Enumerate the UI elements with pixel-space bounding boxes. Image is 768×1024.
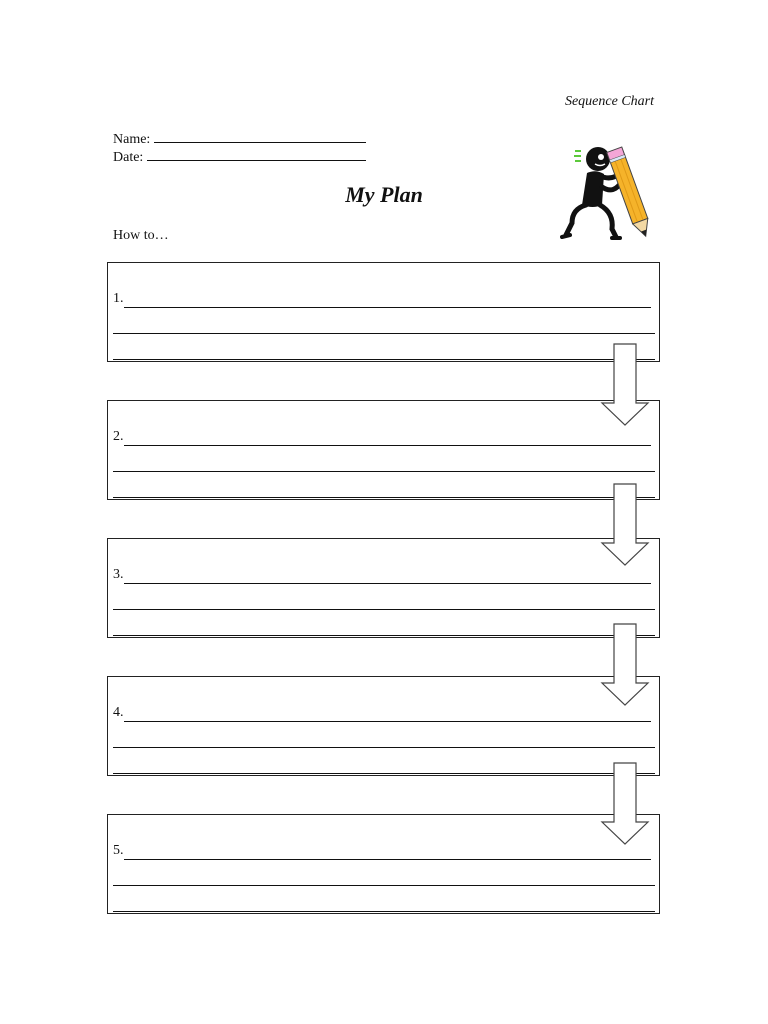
writing-line[interactable] — [113, 773, 655, 774]
motion-marks-icon — [574, 151, 581, 161]
step-number: 2. — [113, 429, 124, 444]
writing-line[interactable] — [113, 911, 655, 912]
step-box-2 — [107, 400, 660, 500]
step-number: 5. — [113, 843, 124, 858]
name-input-line[interactable] — [154, 130, 366, 143]
writing-line[interactable] — [113, 359, 655, 360]
step-box-4 — [107, 676, 660, 776]
page-title: My Plan — [345, 182, 423, 207]
down-arrow-icon — [600, 483, 650, 567]
step-number: 3. — [113, 567, 124, 582]
down-arrow-icon — [600, 762, 650, 846]
writing-line[interactable] — [113, 609, 655, 610]
writing-line[interactable] — [124, 721, 651, 722]
writing-line[interactable] — [124, 859, 651, 860]
writing-line[interactable] — [113, 497, 655, 498]
date-field — [113, 148, 366, 166]
writing-line[interactable] — [113, 747, 655, 748]
writing-line[interactable] — [113, 471, 655, 472]
writing-line[interactable] — [124, 307, 651, 308]
stick-figure-with-pencil-icon — [560, 143, 660, 243]
writing-line[interactable] — [113, 333, 655, 334]
writing-line[interactable] — [124, 445, 651, 446]
date-input-line[interactable] — [147, 148, 366, 161]
name-field — [113, 130, 366, 148]
step-box-5 — [107, 814, 660, 914]
name-label: Name: — [113, 132, 151, 147]
chart-subtitle: Sequence Chart — [564, 94, 654, 109]
down-arrow-icon — [600, 343, 650, 427]
step-number: 1. — [113, 291, 124, 306]
writing-line[interactable] — [124, 583, 651, 584]
step-number: 4. — [113, 705, 124, 720]
writing-line[interactable] — [113, 635, 655, 636]
howto-label: How to… — [113, 228, 169, 243]
writing-line[interactable] — [113, 885, 655, 886]
step-box-3 — [107, 538, 660, 638]
step-box-1 — [107, 262, 660, 362]
down-arrow-icon — [600, 623, 650, 707]
date-label: Date: — [113, 150, 144, 165]
